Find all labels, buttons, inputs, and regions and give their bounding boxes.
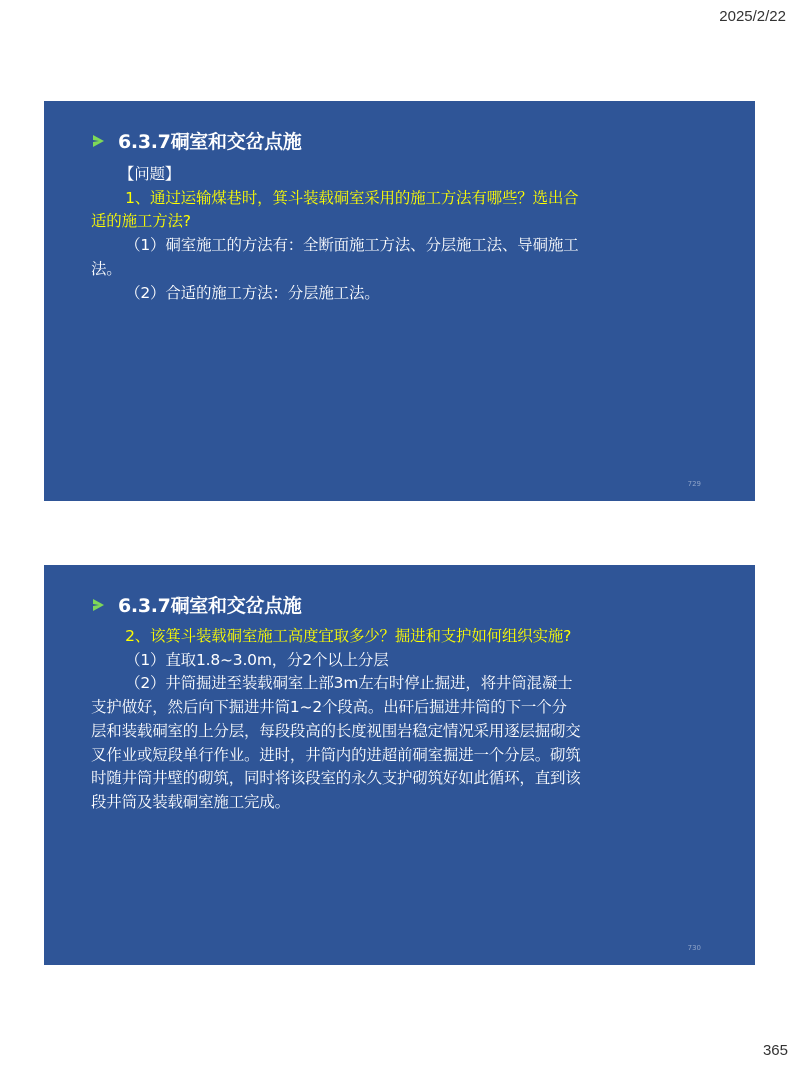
slide-730 — [44, 565, 755, 965]
slide-body — [91, 625, 581, 815]
arrow-bullet-icon — [93, 135, 104, 147]
page-date: 2025/2/22 — [719, 8, 786, 25]
slide-number: 729 — [687, 480, 701, 488]
answer-paragraph: （1）直取1.8~3.0m，分2个以上分层 — [125, 650, 389, 669]
slide-title — [93, 127, 302, 154]
slide-title-text: 6.3.7硐室和交岔点施 — [118, 595, 302, 617]
question-text: 2、该箕斗装载硐室施工高度宜取多少？掘进和支护如何组织实施? — [125, 627, 572, 645]
question-text: 1、通过运输煤巷时，箕斗装载硐室采用的施工方法有哪些？选出合适的施工方法? — [91, 188, 579, 231]
slide-729 — [44, 101, 755, 501]
slide-title — [93, 591, 302, 618]
answer-paragraph: （1）硐室施工的方法有：全断面施工方法、分层施工法、导硐施工法。 — [91, 236, 579, 278]
question-heading: 【问题】 — [118, 165, 181, 183]
arrow-bullet-icon — [93, 599, 104, 611]
slide-body — [91, 163, 581, 305]
slide-number: 730 — [687, 944, 701, 952]
slide-title-text: 6.3.7硐室和交岔点施 — [118, 131, 302, 153]
answer-paragraph: （2）井筒掘进至装载硐室上部3m左右时停止掘进，将井筒混凝士支护做好，然后向下掘进井筒1~2个段高。出矸后掘进井筒的下一个分层和装载硐室的上分层，每段段高的长度视围岩稳定情况采用逐层掘砌交叉作业或短段单行作业。进时，井筒内的进超前硐室掘进一个分层。砌筑时随井筒井壁的砌筑，同时将该段室的永久支护砌筑好如此循环，直到该段井筒及装载硐室施工完成。 — [91, 674, 581, 811]
page-number: 365 — [762, 1042, 788, 1059]
answer-paragraph: （2）合适的施工方法：分层施工法。 — [125, 283, 380, 302]
